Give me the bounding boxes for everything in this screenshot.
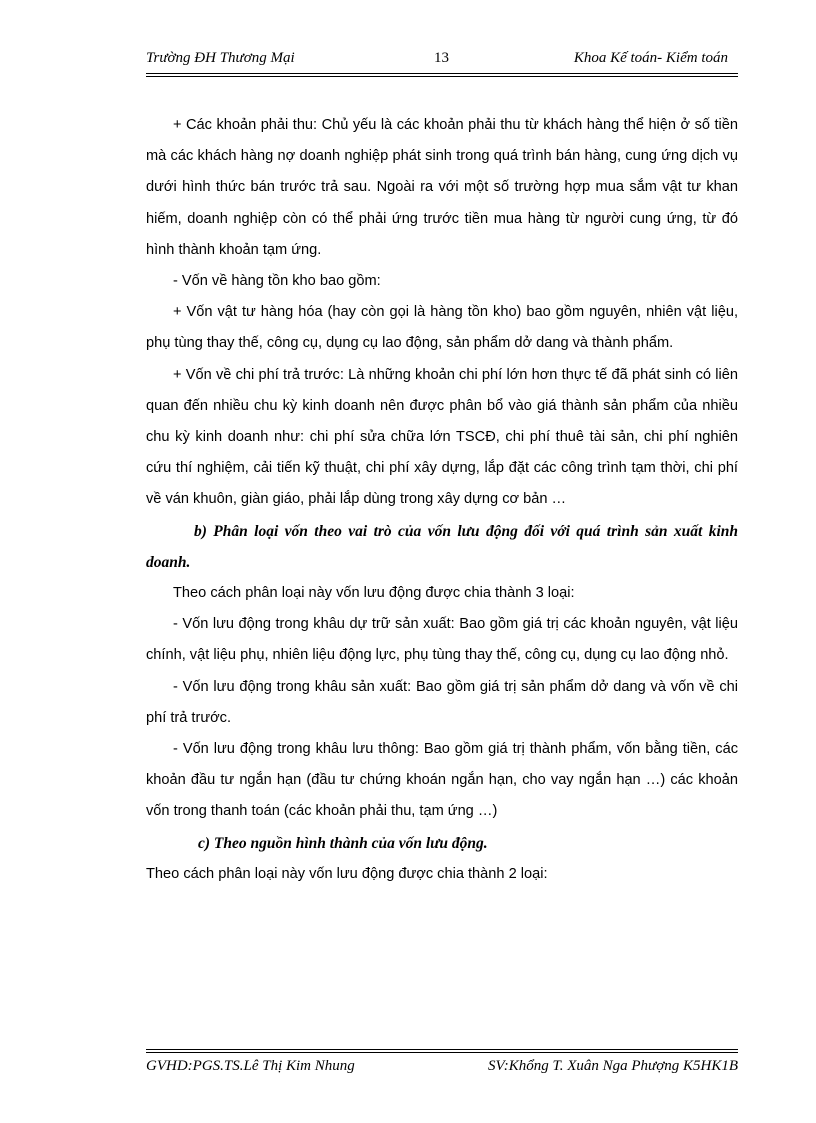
paragraph-classification-3: Theo cách phân loại này vốn lưu động được chia thành 3 loại: [173, 585, 575, 602]
header-university: Trường ĐH Thương Mại [146, 50, 295, 66]
paragraph-receivables: + Các khoản phải thu: Chủ yếu là các khoản phải thu từ khách hàng thể hiện ở số tiền mà các khách hàng nợ doanh nghiệp phát sinh trong quá trình bán hàng, cung ứng dịch vụ dưới hình thức bán trước trả sau. Ngoài ra với một số trường hợp mua sắm vật tư khan hiếm, doanh nghiệp còn có thể phải ứng trước tiền mua hàng từ người cung ứng, từ đó hình thành khoản tạm ứng. [146, 117, 738, 258]
footer-rule [146, 1049, 738, 1053]
heading-c: c) Theo nguồn hình thành của vốn lưu động. [198, 834, 488, 852]
paragraph-inventory-intro: - Vốn về hàng tồn kho bao gồm: [173, 273, 381, 290]
footer-student: SV:Khổng T. Xuân Nga Phượng K5HK1B [488, 1058, 738, 1074]
page-header [146, 46, 738, 70]
paragraph-production: - Vốn lưu động trong khâu sản xuất: Bao gồm giá trị sản phẩm dở dang và vốn về chi phí trả trước. [146, 678, 738, 726]
footer-supervisor: GVHD:PGS.TS.Lê Thị Kim Nhung [146, 1058, 355, 1074]
paragraph-circulation: - Vốn lưu động trong khâu lưu thông: Bao gồm giá trị thành phẩm, vốn bằng tiền, các khoản đầu tư ngắn hạn (đầu tư chứng khoán ngắn hạn, cho vay ngắn hạn …) các khoản vốn trong thanh toán (các khoản phải thu, tạm ứng …) [146, 741, 738, 820]
header-rule [146, 73, 738, 77]
paragraph-materials: + Vốn vật tư hàng hóa (hay còn gọi là hàng tồn kho) bao gồm nguyên, nhiên vật liệu, phụ tùng thay thế, công cụ, dụng cụ lao động, sản phẩm dở dang và thành phẩm. [146, 304, 738, 352]
header-department: Khoa Kế toán- Kiểm toán [573, 50, 728, 66]
paragraph-classification-2: Theo cách phân loại này vốn lưu động được chia thành 2 loại: [146, 865, 548, 882]
page-number: 13 [434, 50, 449, 66]
paragraph-reserve: - Vốn lưu động trong khâu dự trữ sản xuất: Bao gồm giá trị các khoản nguyên, vật liệu chính, vật liệu phụ, nhiên liệu động lực, phụ tùng thay thế, công cụ, dụng cụ lao động nhỏ. [146, 616, 738, 664]
document-body [146, 110, 738, 890]
heading-b: b) Phân loại vốn theo vai trò của vốn lưu động đối với quá trình sản xuất kinh doanh. [146, 522, 738, 571]
paragraph-prepaid: + Vốn về chi phí trả trước: Là những khoản chi phí lớn hơn thực tế đã phát sinh có liên quan đến nhiều chu kỳ kinh doanh nên được phân bổ vào giá thành sản phẩm của nhiều chu kỳ kinh doanh như: chi phí sửa chữa lớn TSCĐ, chi phí thuê tài sản, chi phí nghiên cứu thí nghiệm, cải tiến kỹ thuật, chi phí xây dựng, lắp đặt các công trình tạm thời, chi phí về ván khuôn, giàn giáo, phải lắp dùng trong xây dựng cơ bản … [146, 366, 738, 508]
